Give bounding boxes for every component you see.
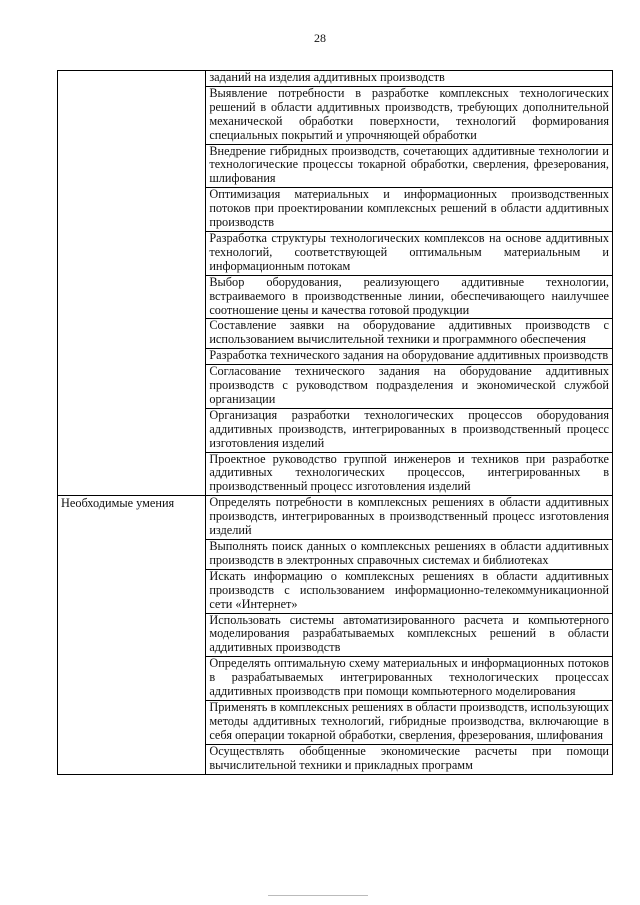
page-number: 28 (314, 31, 326, 45)
labor-action-item: Организация разработки технологических процессов оборудования аддитивных производств, интегрированных в производственный процесс изготовления изделий (206, 408, 613, 452)
skills-label: Необходимые умения (61, 496, 175, 511)
labor-action-item: Составление заявки на оборудование аддитивных производств с использованием вычислительной техники и программного обеспечения (206, 319, 613, 349)
skill-item: Искать информацию о комплексных решениях в области аддитивных производств с использованием информационно-телекоммуникационной сети «Интернет» (206, 569, 613, 613)
skill-item: Определять оптимальную схему материальных и информационных потоков в разрабатываемых интегрированных технологических процессах аддитивных производств при помощи компьютерного моделирования (206, 657, 613, 701)
labor-action-item: Внедрение гибридных производств, сочетающих аддитивные технологии и технологические процессы токарной обработки, сверления, фрезерования, шлифования (206, 144, 613, 188)
competency-table (57, 70, 613, 775)
table-row (58, 496, 613, 540)
labor-action-item: Выявление потребности в разработке комплексных технологических решений в области аддитивных производств, требующих дополнительной механической обработки поверхности, технологий формирования специальных покрытий и упрочняющей обработки (206, 86, 613, 144)
labor-action-item: Разработка технического задания на оборудование аддитивных производств (206, 349, 613, 365)
table-row (58, 71, 613, 87)
skill-item: Использовать системы автоматизированного расчета и компьютерного моделирования разрабатываемых комплексных решений в области аддитивных производств (206, 613, 613, 657)
labor-action-item: Оптимизация материальных и информационных производственных потоков при проектировании комплексных решений в области аддитивных производств (206, 188, 613, 232)
labor-actions-continued-label-cell (58, 71, 206, 496)
scan-edge-line (268, 895, 368, 896)
skill-item: Выполнять поиск данных о комплексных решениях в области аддитивных производств в электронных справочных системах и библиотеках (206, 540, 613, 570)
labor-action-item: Разработка структуры технологических комплексов на основе аддитивных технологий, соответствующей оптимальным материальным и информационным потокам (206, 231, 613, 275)
labor-action-item: Выбор оборудования, реализующего аддитивные технологии, встраиваемого в производственные линии, обеспечивающего наилучшее соотношение цены и качества готовой продукции (206, 275, 613, 319)
skills-label-cell (58, 496, 206, 774)
labor-action-item: Проектное руководство группой инженеров и техников при разработке аддитивных технологических процессов, интегрированных в производственный процесс изготовления изделий (206, 452, 613, 496)
skill-item: Определять потребности в комплексных решениях в области аддитивных производств, интегрированных в производственный процесс изготовления изделий (206, 496, 613, 540)
labor-action-item: заданий на изделия аддитивных производств (206, 71, 613, 87)
labor-action-item: Согласование технического задания на оборудование аддитивных производств с руководством подразделения и экономической службой организации (206, 365, 613, 409)
skill-item: Применять в комплексных решениях в области производств, использующих методы аддитивных технологий, гибридные производства, включающие в себя операции токарной обработки, сверления, фрезерования, шлифования (206, 700, 613, 744)
skill-item: Осуществлять обобщенные экономические расчеты при помощи вычислительной техники и прикладных программ (206, 744, 613, 774)
